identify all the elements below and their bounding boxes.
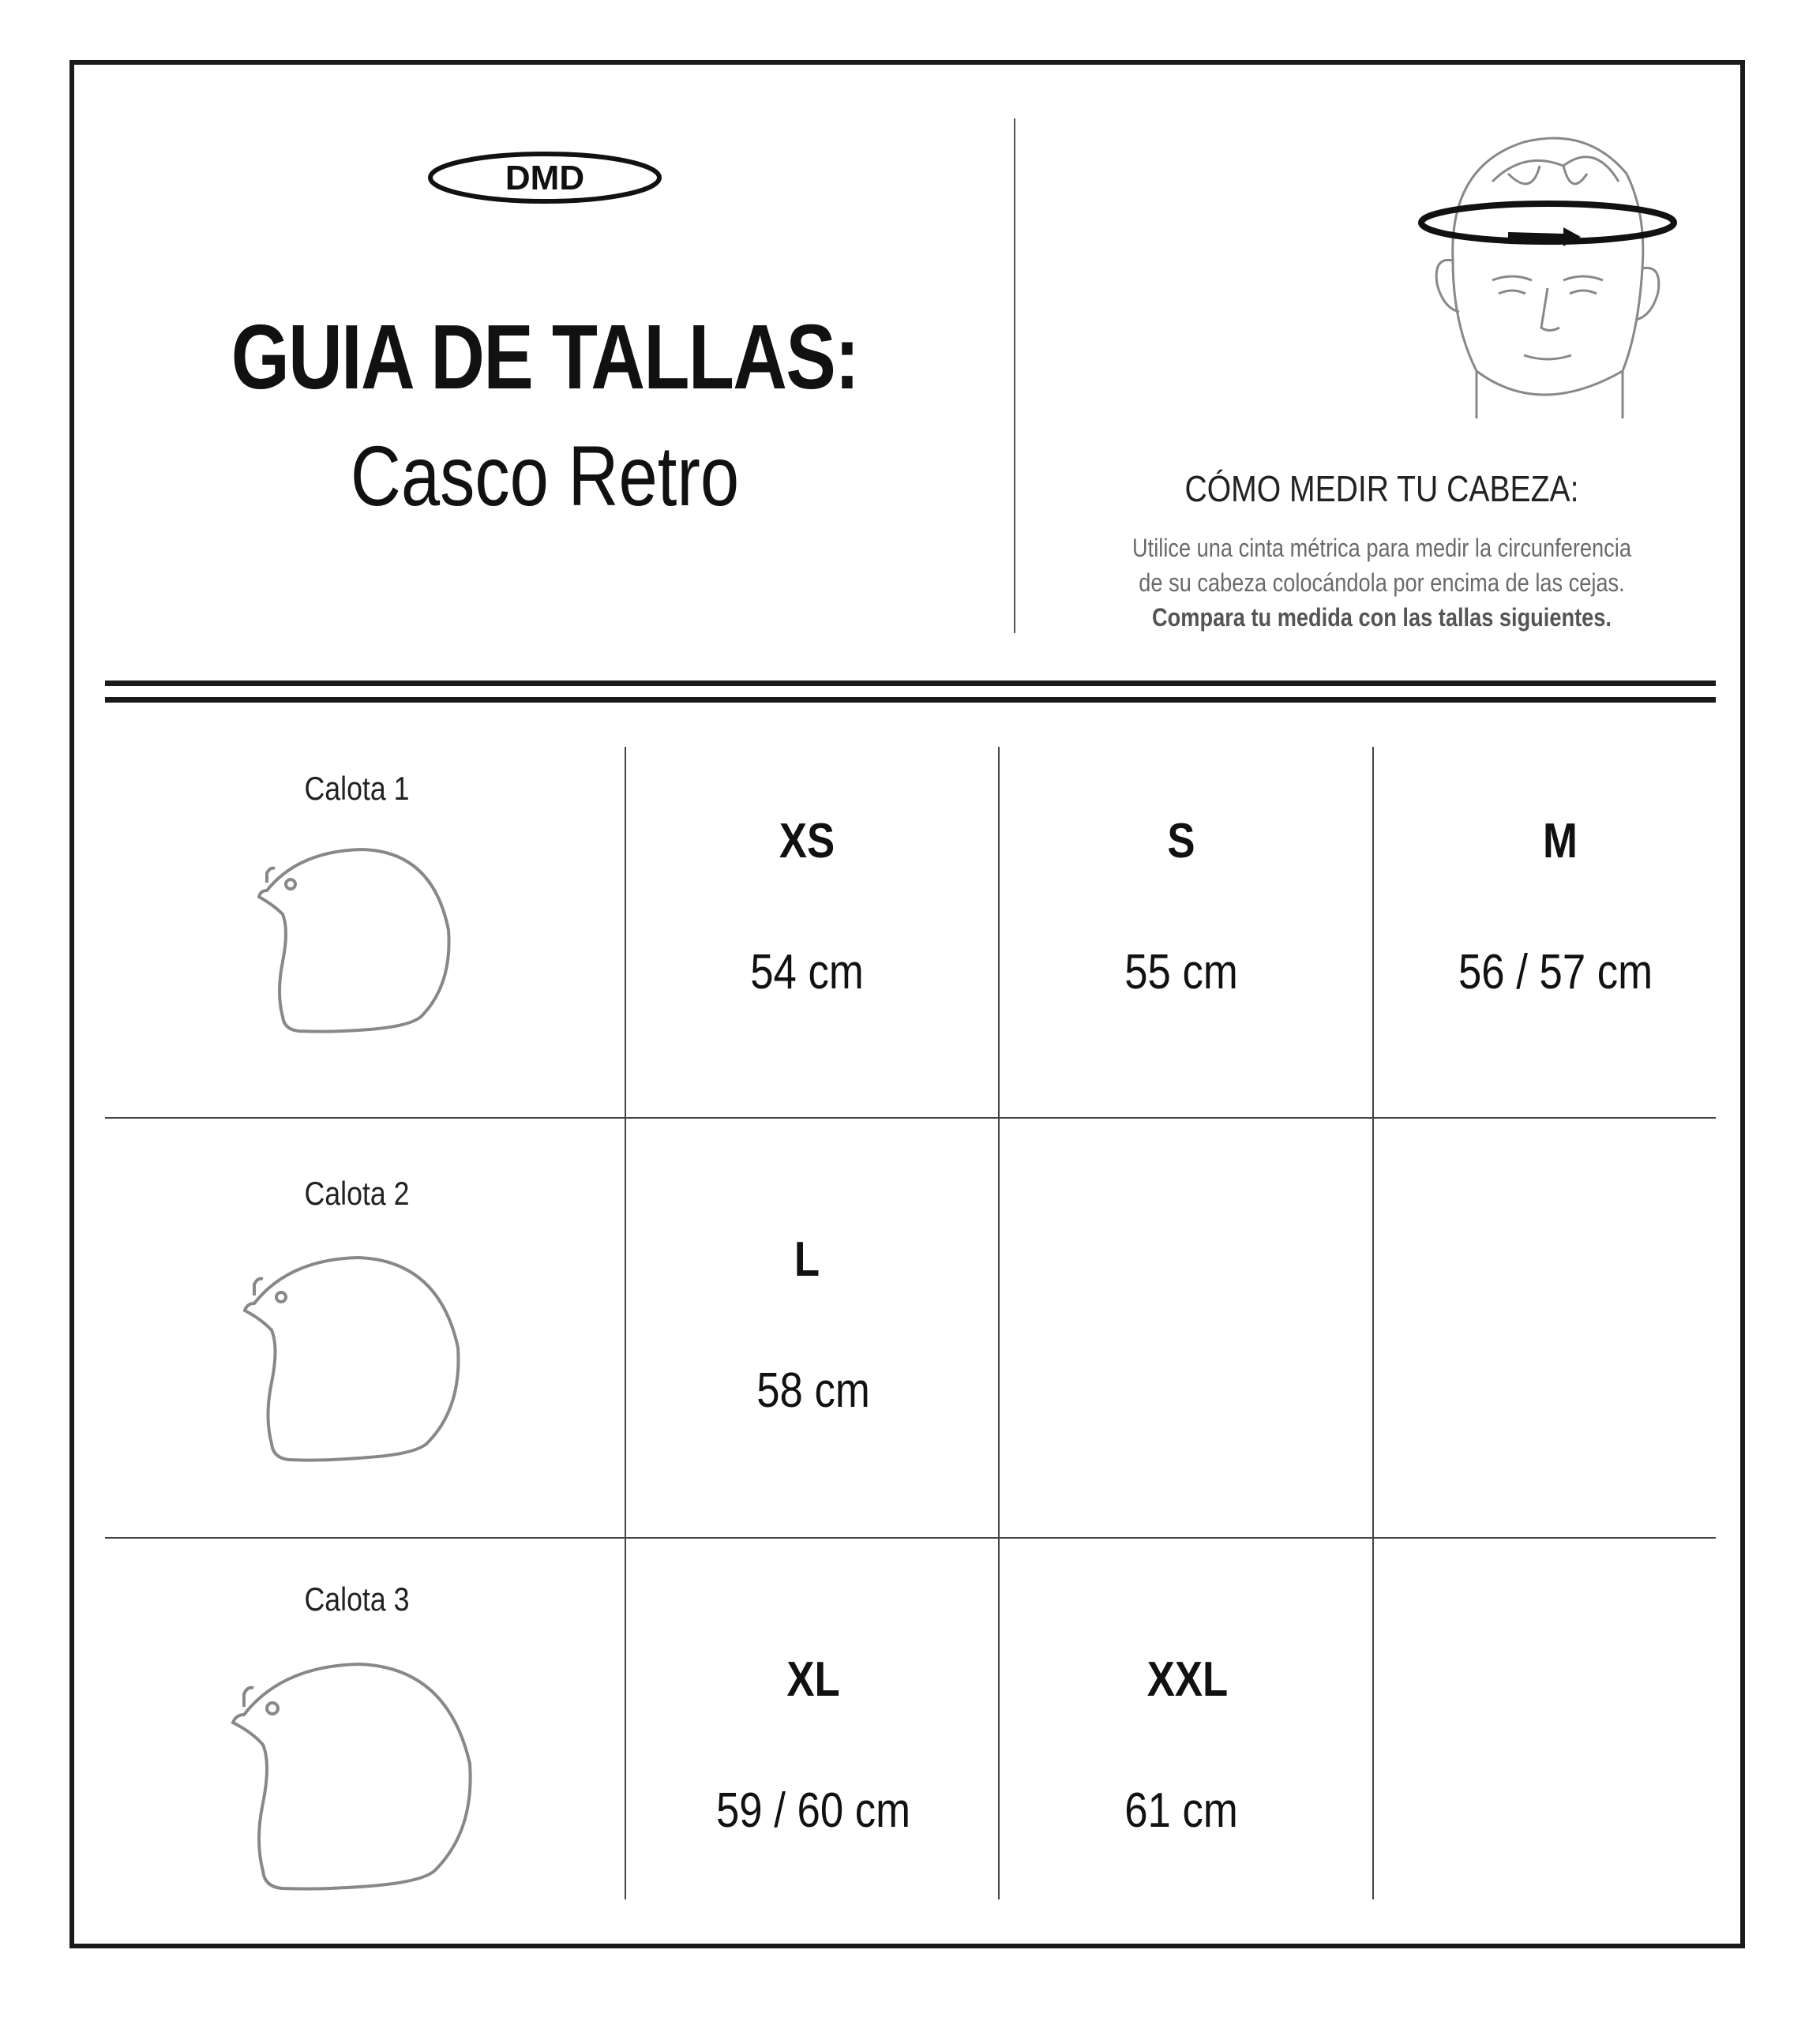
grid-hline-2 [105, 1537, 1716, 1539]
helmet-calota-1-icon [251, 843, 456, 1039]
grid-vline-2 [998, 747, 1000, 1899]
measure-line-1: Utilice una cinta métrica para medir la circunferencia [1132, 534, 1631, 562]
measure-line-2: de su cabeza colocándola por encima de las cejas. [1139, 568, 1625, 597]
calota-1-label: Calota 1 [304, 770, 410, 807]
size-label: XXL [1146, 1652, 1229, 1707]
size-cm: 58 cm [756, 1363, 870, 1418]
head-measure-icon [1405, 118, 1690, 434]
size-label: XS [779, 814, 835, 868]
grid-hline-1 [105, 1117, 1716, 1119]
size-cm: 61 cm [1124, 1783, 1238, 1838]
size-label: S [1167, 814, 1195, 868]
page-subtitle: Casco Retro [350, 428, 740, 523]
calota-2-label: Calota 2 [304, 1175, 410, 1212]
section-rule-bottom [105, 697, 1716, 703]
size-cm: 59 / 60 cm [715, 1783, 911, 1838]
size-cm: 55 cm [1124, 945, 1238, 999]
section-rule-top [105, 681, 1716, 686]
grid-vline-1 [625, 747, 626, 1899]
helmet-calota-2-icon [237, 1251, 466, 1468]
calota-3-label: Calota 3 [304, 1580, 410, 1618]
helmet-calota-3-icon [225, 1658, 478, 1899]
measure-instructions [1113, 531, 1650, 635]
size-label: XL [786, 1652, 840, 1707]
grid-vline-3 [1372, 747, 1374, 1899]
logo-text: DMD [505, 159, 585, 197]
size-cm: 56 / 57 cm [1458, 945, 1653, 999]
size-label: M [1543, 814, 1578, 868]
dmd-logo [426, 150, 663, 205]
measure-title: CÓMO MEDIR TU CABEZA: [1184, 468, 1579, 509]
size-label: L [794, 1232, 820, 1287]
page-title: GUIA DE TALLAS: [231, 306, 859, 408]
size-cm: 54 cm [750, 945, 864, 999]
measure-line-3: Compara tu medida con las tallas siguientes. [1152, 603, 1612, 632]
header-divider [1014, 118, 1015, 633]
